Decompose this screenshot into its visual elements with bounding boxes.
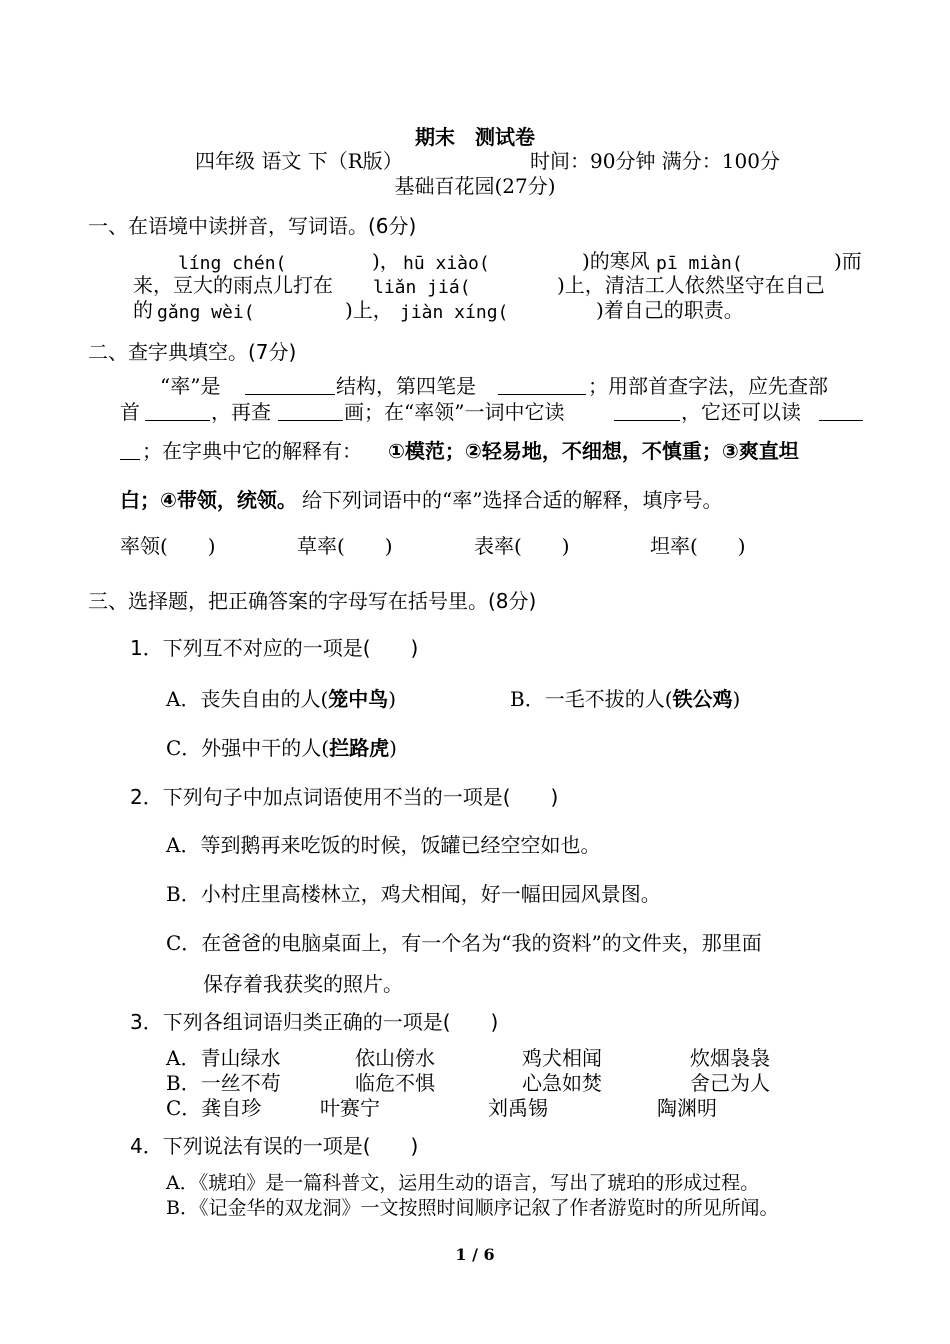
q2-heading: 二、查字典填空。(7分) — [88, 340, 297, 364]
q1-text: 来，豆大的雨点儿打在 — [133, 273, 333, 297]
q2-text: 画；在“率领”一词中它读 — [344, 400, 565, 424]
q2-text: “率”是 — [160, 374, 221, 398]
q2-word-caoshuai[interactable]: 草率( ) — [297, 534, 393, 558]
q2-blank-structure[interactable] — [245, 376, 335, 395]
q3-3-option-b[interactable]: B．一丝不苟 — [166, 1071, 281, 1095]
q2-blank-strokes[interactable] — [278, 402, 343, 421]
q2-text: ；在字典中它的解释有： — [142, 439, 362, 463]
q3-3-word: 刘禹锡 — [488, 1096, 548, 1120]
q1-text: )而 — [834, 249, 862, 273]
q3-4-option-a[interactable]: A．《琥珀》是一篇科普文，运用生动的语言，写出了琥珀的形成过程。 — [166, 1172, 760, 1194]
q2-text: 首 — [120, 400, 140, 424]
q1-pinyin-lingchen: líng chén( — [178, 253, 287, 274]
q2-blank-other-pronunciation-cont[interactable] — [120, 441, 140, 460]
q3-1-option-c[interactable]: C．外强中干的人(拦路虎) — [166, 736, 397, 760]
q2-definitions: ①模范；②轻易地，不细想，不慎重；③爽直坦 — [388, 439, 799, 463]
q2-text: 给下列词语中的“率”选择合适的解释，填序号。 — [302, 488, 723, 512]
grade-info: 四年级 语文 下（R版） — [195, 149, 403, 173]
q1-heading: 一、在语境中读拼音，写词语。(6分) — [88, 214, 417, 238]
q1-pinyin-pimian: pī miàn( — [656, 253, 743, 274]
page-title: 期末 测试卷 — [415, 125, 535, 149]
q1-text: )上，清洁工人依然坚守在自己 — [557, 273, 825, 297]
q3-3-word: 舍己为人 — [690, 1071, 770, 1095]
q2-text: ，它还可以读 — [681, 400, 801, 424]
q1-text: )， — [372, 249, 400, 273]
q3-3-word: 鸡犬相闻 — [522, 1046, 602, 1070]
q3-3-word: 炊烟袅袅 — [690, 1046, 770, 1070]
q1-text: 的 — [133, 298, 153, 322]
q3-stem-1: 1．下列互不对应的一项是( ) — [130, 636, 419, 660]
q1-pinyin-jianxing: jiàn xíng( — [400, 302, 509, 323]
q2-text: ；用部首查字法，应先查部 — [588, 374, 828, 398]
q3-2-option-b[interactable]: B．小村庄里高楼林立，鸡犬相闻，好一幅田园风景图。 — [166, 882, 661, 906]
q3-heading: 三、选择题，把正确答案的字母写在括号里。(8分) — [88, 589, 537, 613]
q3-stem-3: 3．下列各组词语归类正确的一项是( ) — [130, 1010, 499, 1034]
q2-blank-pronunciation[interactable] — [614, 402, 680, 421]
q3-2-option-c[interactable]: C．在爸爸的电脑桌面上，有一个名为“我的资料”的文件夹，那里面 — [166, 931, 762, 955]
q1-text: )的寒风 — [582, 249, 650, 273]
q1-pinyin-lianjia: liǎn jiá( — [373, 277, 471, 298]
q1-text: )着自己的职责。 — [596, 298, 744, 322]
q2-definitions: 白；④带领，统领。 — [120, 488, 297, 512]
q3-3-word: 叶赛宁 — [320, 1096, 380, 1120]
q3-3-option-a[interactable]: A．青山绿水 — [166, 1046, 281, 1070]
q3-3-word: 陶渊明 — [657, 1096, 717, 1120]
q2-text: 结构，第四笔是 — [336, 374, 476, 398]
q2-word-biaoshuai[interactable]: 表率( ) — [474, 534, 570, 558]
q2-blank-other-pronunciation[interactable] — [819, 402, 863, 421]
q3-stem-2: 2．下列句子中加点词语使用不当的一项是( ) — [130, 785, 559, 809]
q3-3-word: 临危不惧 — [355, 1071, 435, 1095]
q3-1-option-b[interactable]: B．一毛不拔的人(铁公鸡) — [510, 687, 741, 711]
q3-3-word: 心急如焚 — [522, 1071, 602, 1095]
page-number: 1 / 6 — [455, 1245, 495, 1264]
q2-blank-fourth-stroke[interactable] — [498, 376, 586, 395]
q2-text: ，再查 — [211, 400, 271, 424]
q1-pinyin-huxiao: hū xiào( — [403, 253, 490, 274]
q2-word-shuailing[interactable]: 率领( ) — [120, 534, 216, 558]
section-title: 基础百花园(27分) — [394, 174, 556, 198]
q3-1-option-a[interactable]: A．丧失自由的人(笼中鸟) — [166, 687, 397, 711]
q1-pinyin-gangwei: gǎng wèi( — [157, 302, 255, 323]
q2-word-tanshuai[interactable]: 坦率( ) — [650, 534, 746, 558]
q1-text: )上， — [345, 298, 393, 322]
q3-2-option-a[interactable]: A．等到鹅再来吃饭的时候，饭罐已经空空如也。 — [166, 833, 601, 857]
q2-blank-radical[interactable] — [145, 402, 210, 421]
exam-time-score: 时间：90分钟 满分：100分 — [530, 149, 780, 173]
q3-3-word: 依山傍水 — [355, 1046, 435, 1070]
q3-4-option-b[interactable]: B．《记金华的双龙洞》一文按照时间顺序记叙了作者游览时的所见所闻。 — [166, 1197, 779, 1219]
q3-2-option-c-cont: 保存着我获奖的照片。 — [203, 972, 403, 996]
q3-3-option-c[interactable]: C．龚自珍 — [166, 1096, 262, 1120]
q3-stem-4: 4．下列说法有误的一项是( ) — [130, 1134, 419, 1158]
